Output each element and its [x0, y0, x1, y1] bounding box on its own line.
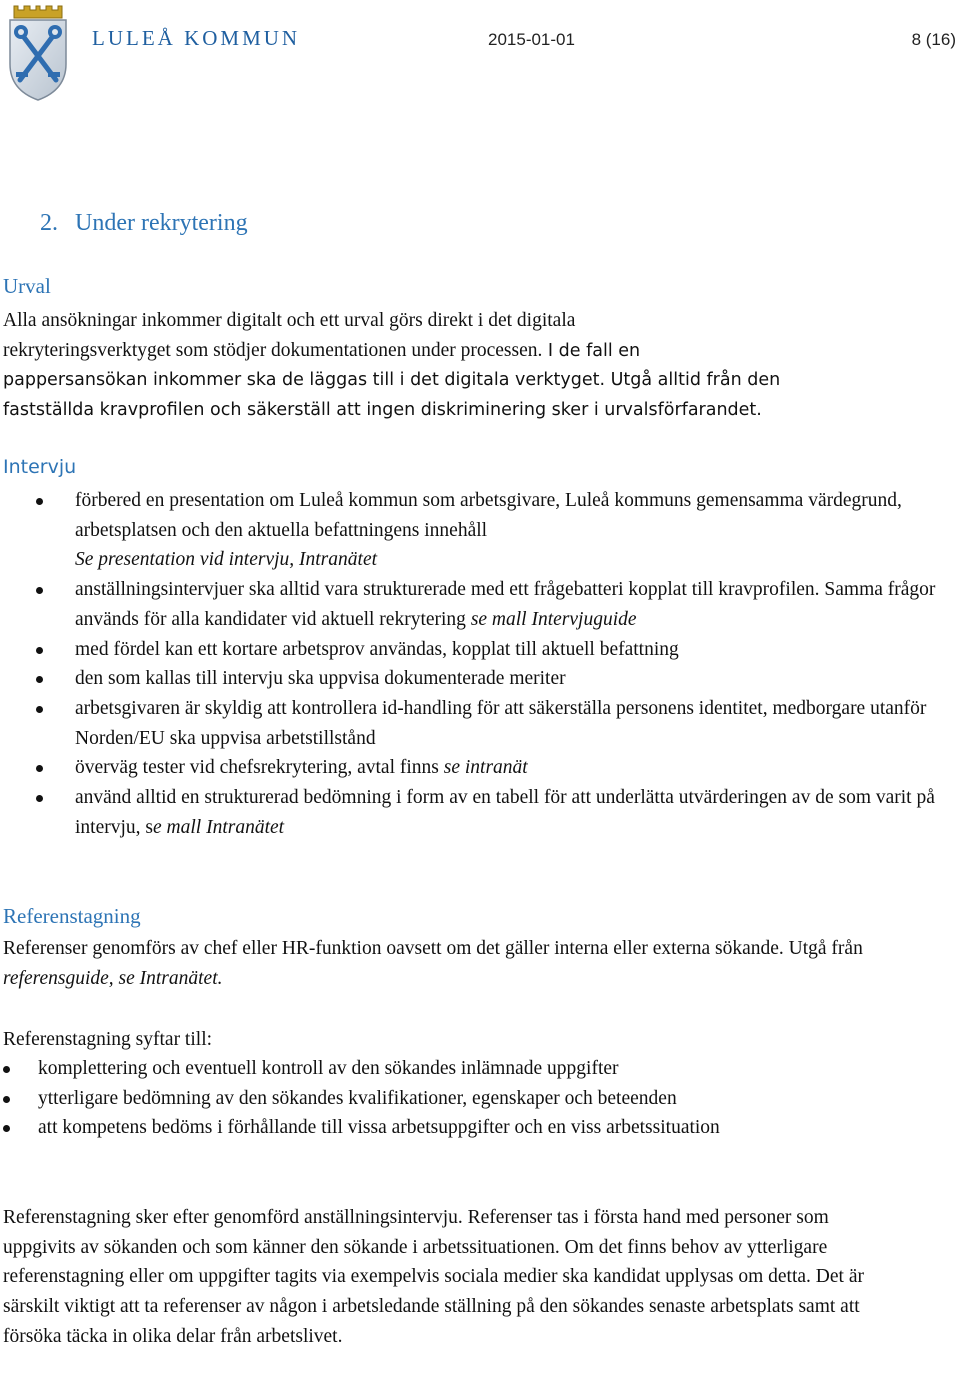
urval-line-3: pappersansökan inkommer ska de läggas till i det digitala verktyget. Utgå alltid från den	[3, 370, 781, 391]
section-heading-urval: Urval	[3, 274, 51, 298]
urval-line-4: fastställda kravprofilen och säkerställ att ingen diskriminering sker i urvalsförfarandet.	[3, 400, 762, 421]
list-item	[75, 753, 955, 783]
list-item	[75, 486, 955, 575]
section-heading-intervju: Intervju	[3, 456, 77, 478]
intervju-list	[75, 486, 955, 842]
chapter-number: 2.	[40, 210, 58, 236]
list-item	[75, 664, 955, 694]
bullet-icon	[36, 587, 43, 594]
list-item-text: anställningsintervjuer ska alltid vara strukturerade med ett frågebatteri kopplat till kravprofilen. Samma frågor används för alla kandidater vid aktuell rekrytering	[75, 579, 936, 630]
bullet-icon	[36, 706, 43, 713]
bullet-icon	[3, 1096, 10, 1103]
list-item	[75, 694, 955, 753]
list-item-text: förbered en presentation om Luleå kommun som arbetsgivare, Luleå kommuns gemensamma värdegrund, arbetsplatsen och den aktuella befattningens innehåll	[75, 490, 902, 541]
list-item	[75, 783, 955, 842]
bullet-icon	[36, 647, 43, 654]
urval-line-2-end: I de fall en	[542, 340, 641, 361]
list-item	[75, 635, 955, 665]
list-item-text: den som kallas till intervju ska uppvisa dokumenterade meriter	[75, 668, 566, 690]
list-item	[75, 575, 955, 634]
referens-paragraph-1-reference: referensguide, se Intranätet.	[3, 967, 223, 989]
urval-line-1: Alla ansökningar inkommer digitalt och ett urval görs direkt i det digitala	[3, 310, 576, 331]
bullet-icon	[3, 1066, 10, 1073]
list-item-reference: se intranät	[443, 757, 528, 779]
lulea-coat-of-arms-icon	[4, 2, 72, 102]
document-date: 2015-01-01	[488, 30, 575, 49]
referens-paragraph-1	[3, 934, 955, 993]
list-item-text: att kompetens bedöms i förhållande till vissa arbetsuppgifter och en viss arbetssituation	[38, 1117, 720, 1139]
list-item	[38, 1054, 948, 1084]
referens-paragraph-2: Referenstagning sker efter genomförd anställningsintervju. Referenser tas i första hand med personer som uppgivits av sökanden och som känner den sökande i arbetssituationen. Om det finns behov av ytterligare referenstagning eller om uppgifter tagits via exempelvis sociala medier ska kandidat upplysas om detta. Det är särskilt viktigt att ta referenser av någon i arbetsledande ställning på den sökandes senaste arbetsplats samt att försöka täcka in olika delar från arbetslivet.	[3, 1207, 864, 1347]
list-item-reference: se mall Intervjuguide	[470, 608, 637, 630]
list-item-reference: e mall Intranätet	[153, 816, 285, 838]
bullet-icon	[36, 676, 43, 683]
referens-paragraph-1-text: Referenser genomförs av chef eller HR-funktion oavsett om det gäller interna eller externa sökande. Utgå från	[3, 938, 863, 959]
urval-line-2	[3, 336, 955, 367]
page-header	[0, 0, 960, 110]
chapter-title: Under rekrytering	[75, 210, 248, 236]
section-heading-referenstagning: Referenstagning	[3, 904, 141, 928]
bullet-icon	[36, 795, 43, 802]
referens-purpose-intro: Referenstagning syftar till:	[3, 1029, 213, 1050]
chapter-heading	[40, 210, 248, 237]
urval-line-2-start: rekryteringsverktyget som stödjer dokumentationen under processen.	[3, 339, 543, 361]
bullet-icon	[36, 498, 43, 505]
urval-paragraph	[3, 306, 955, 426]
list-item-text: överväg tester vid chefsrekrytering, avtal finns	[75, 757, 439, 779]
list-item	[38, 1084, 948, 1114]
bullet-icon	[36, 765, 43, 772]
list-item-reference: Se presentation vid intervju, Intranätet	[75, 549, 378, 571]
organization-name: LULEÅ KOMMUN	[92, 26, 301, 50]
list-item-text: med fördel kan ett kortare arbetsprov användas, kopplat till aktuell befattning	[75, 638, 679, 660]
page-number: 8 (16)	[911, 30, 956, 49]
list-item	[38, 1113, 758, 1143]
bullet-icon	[3, 1125, 10, 1132]
list-item-text: komplettering och eventuell kontroll av den sökandes inlämnade uppgifter	[38, 1058, 619, 1079]
list-item-text: ytterligare bedömning av den sökandes kvalifikationer, egenskaper och beteenden	[38, 1087, 677, 1109]
referens-purpose-list	[38, 1054, 948, 1143]
list-item-text: använd alltid en strukturerad bedömning i form av en tabell för att underlätta utvärderingen av de som varit på intervju, s	[75, 787, 935, 838]
list-item-text: arbetsgivaren är skyldig att kontrollera id-handling för att säkerställa personens identitet, medborgare utanför Norden/EU ska uppvisa arbetstillstånd	[75, 697, 927, 749]
